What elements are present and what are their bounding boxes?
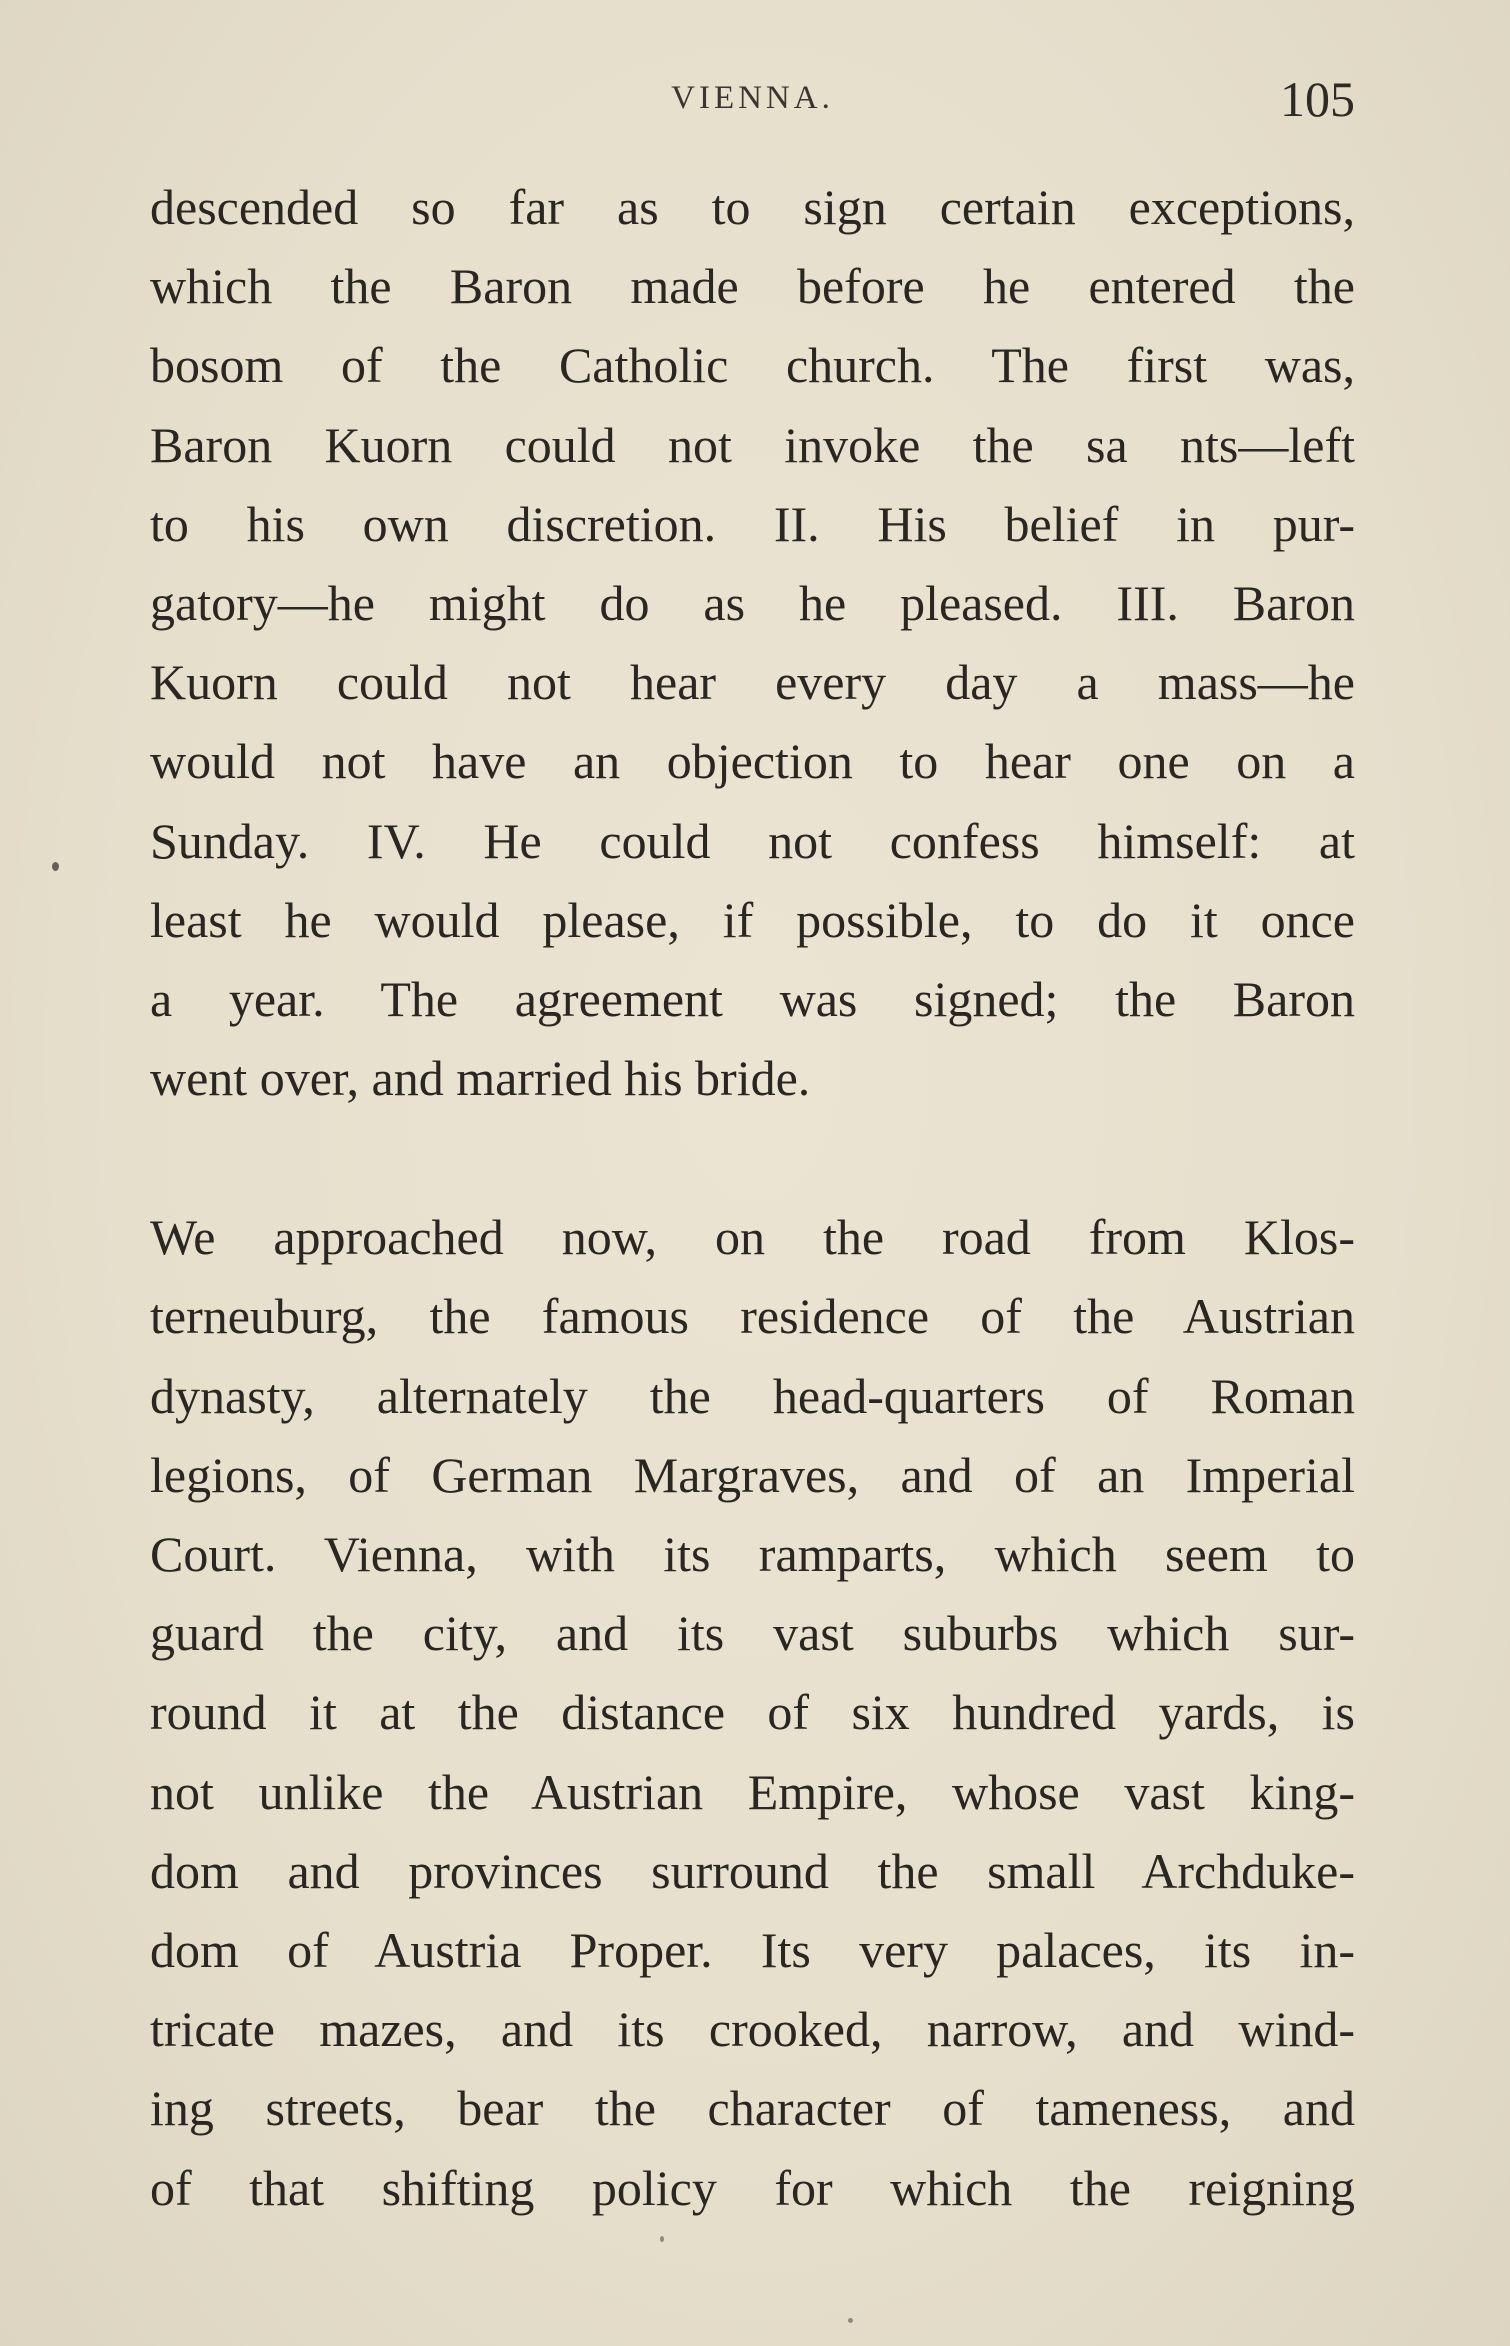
text-line: not unlike the Austrian Empire, whose vast king- bbox=[150, 1763, 1355, 1820]
paragraph-1 bbox=[150, 168, 1355, 1118]
text-line: least he would please, if possible, to do it once bbox=[150, 891, 1355, 948]
ink-blemish bbox=[848, 2318, 853, 2323]
body-text bbox=[150, 168, 1355, 2228]
text-line: bosom of the Catholic church. The first was, bbox=[150, 337, 1355, 394]
text-line: descended so far as to sign certain exceptions, bbox=[150, 179, 1355, 235]
text-line: which the Baron made before he entered the bbox=[150, 258, 1355, 315]
text-line: We approached now, on the road from Klos- bbox=[150, 1209, 1355, 1266]
paragraph-2 bbox=[150, 1198, 1355, 2227]
running-header bbox=[150, 70, 1355, 130]
text-line: Sunday. IV. He could not confess himself: at bbox=[150, 812, 1355, 869]
text-line: Kuorn could not hear every day a mass—he bbox=[150, 654, 1355, 711]
text-line: legions, of German Margraves, and of an Imperial bbox=[150, 1446, 1355, 1503]
text-line: dynasty, alternately the head-quarters of Roman bbox=[150, 1367, 1355, 1424]
paragraph-spacer bbox=[150, 1118, 1355, 1198]
text-line: to his own discretion. II. His belief in pur- bbox=[150, 495, 1355, 552]
text-line: a year. The agreement was signed; the Baron bbox=[150, 970, 1355, 1027]
text-line: round it at the distance of six hundred yards, is bbox=[150, 1684, 1355, 1741]
text-line: would not have an objection to hear one on a bbox=[150, 733, 1355, 790]
ink-blemish bbox=[52, 862, 59, 871]
text-line: dom and provinces surround the small Archduke- bbox=[150, 1842, 1355, 1899]
text-line: dom of Austria Proper. Its very palaces, its in- bbox=[150, 1921, 1355, 1978]
text-line: Court. Vienna, with its ramparts, which seem to bbox=[150, 1526, 1355, 1582]
text-line: gatory—he might do as he pleased. III. Baron bbox=[150, 574, 1355, 631]
text-line: tricate mazes, and its crooked, narrow, and wind- bbox=[150, 2001, 1355, 2058]
page-number: 105 bbox=[1280, 71, 1355, 127]
text-line: terneuburg, the famous residence of the Austrian bbox=[150, 1288, 1355, 1345]
running-title: VIENNA. bbox=[671, 80, 834, 116]
text-line: of that shifting policy for which the reigning bbox=[150, 2159, 1355, 2216]
text-line: Baron Kuorn could not invoke the sa nts—left bbox=[150, 416, 1355, 473]
text-line: guard the city, and its vast suburbs which sur- bbox=[150, 1605, 1355, 1662]
ink-blemish bbox=[660, 2236, 664, 2242]
text-line: ing streets, bear the character of tameness, and bbox=[150, 2080, 1355, 2137]
text-line: went over, and married his bride. bbox=[150, 1050, 811, 1107]
